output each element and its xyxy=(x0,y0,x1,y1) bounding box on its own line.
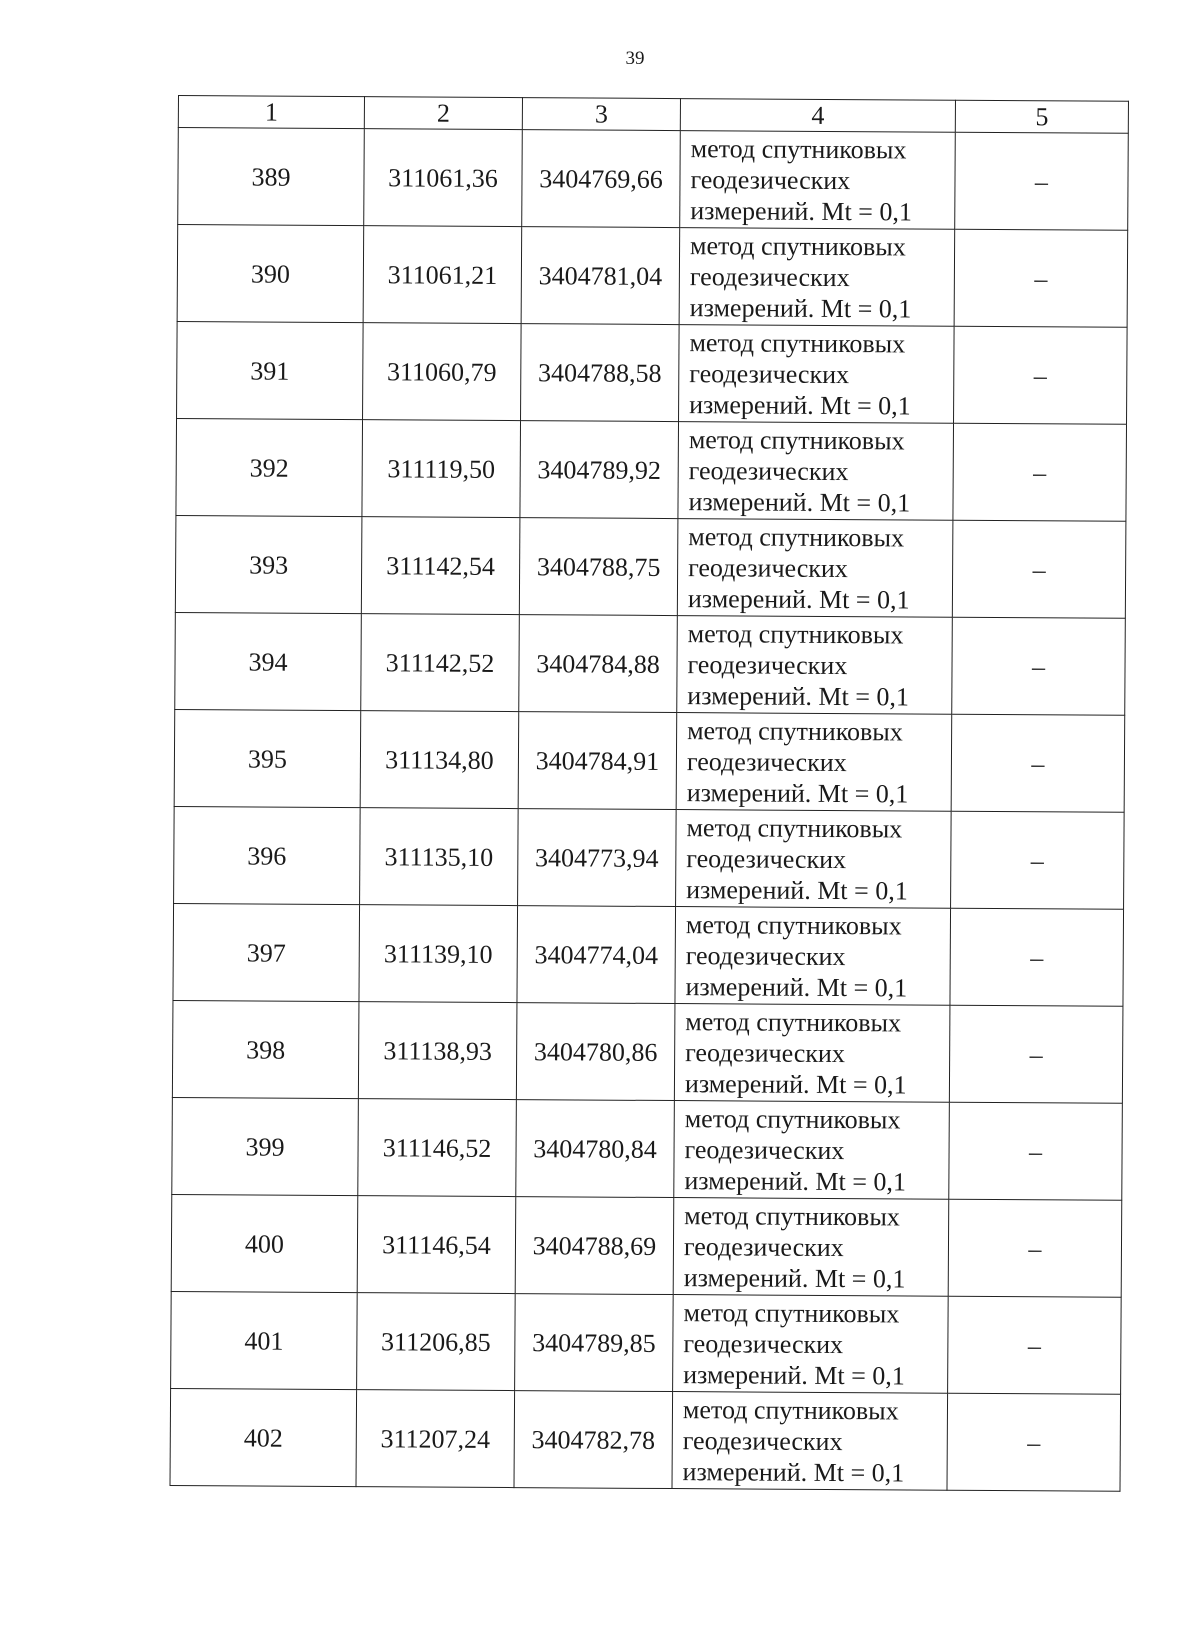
method-line: геодезических xyxy=(689,261,850,292)
point-number-cell: 394 xyxy=(175,612,362,710)
method-line: измерений. Mt = 0,1 xyxy=(687,680,910,711)
note-cell: – xyxy=(953,423,1127,521)
table-body xyxy=(170,128,1128,1492)
header-col-2: 2 xyxy=(364,97,522,130)
table-row xyxy=(171,1291,1122,1394)
point-number-cell: 398 xyxy=(172,1000,359,1098)
method-line: геодезических xyxy=(688,455,849,486)
method-line: геодезических xyxy=(685,940,846,971)
method-line: метод спутниковых xyxy=(690,133,907,164)
x-coordinate-cell: 311061,21 xyxy=(363,226,522,324)
method-line: измерений. Mt = 0,1 xyxy=(685,971,908,1002)
y-coordinate-cell: 3404774,04 xyxy=(517,906,676,1004)
point-number-cell: 393 xyxy=(175,515,362,613)
method-cell xyxy=(676,810,952,909)
method-line: метод спутниковых xyxy=(684,1200,900,1231)
method-line: измерений. Mt = 0,1 xyxy=(688,486,911,517)
method-cell xyxy=(675,907,951,1006)
point-number-cell: 389 xyxy=(178,128,365,226)
table-row xyxy=(171,1194,1122,1297)
table-row xyxy=(172,1097,1123,1200)
method-line: измерений. Mt = 0,1 xyxy=(684,1165,907,1196)
method-line: геодезических xyxy=(688,552,848,583)
method-line: метод спутниковых xyxy=(687,715,903,746)
y-coordinate-cell: 3404781,04 xyxy=(521,227,680,325)
point-number-cell: 397 xyxy=(173,903,360,1001)
x-coordinate-cell: 311134,80 xyxy=(360,711,519,809)
point-number-cell: 399 xyxy=(172,1097,359,1195)
y-coordinate-cell: 3404788,69 xyxy=(515,1197,674,1295)
note-cell: – xyxy=(949,1102,1123,1200)
y-coordinate-cell: 3404789,85 xyxy=(515,1294,674,1392)
x-coordinate-cell: 311206,85 xyxy=(357,1293,516,1391)
method-line: геодезических xyxy=(686,746,847,777)
y-coordinate-cell: 3404788,58 xyxy=(521,324,680,422)
point-number-cell: 392 xyxy=(176,418,363,516)
method-line: измерений. Mt = 0,1 xyxy=(683,1359,905,1390)
method-cell xyxy=(677,616,953,715)
method-line: метод спутниковых xyxy=(689,327,906,358)
method-line: геодезических xyxy=(682,1425,843,1456)
method-cell xyxy=(674,1101,950,1200)
note-cell: – xyxy=(950,908,1124,1006)
method-line: измерений. Mt = 0,1 xyxy=(689,389,911,420)
note-cell: – xyxy=(949,1005,1123,1103)
y-coordinate-cell: 3404769,66 xyxy=(522,130,681,228)
point-number-cell: 390 xyxy=(177,225,364,323)
method-line: геодезических xyxy=(684,1134,845,1165)
method-line: метод спутниковых xyxy=(682,1394,899,1425)
method-line: геодезических xyxy=(690,164,851,195)
table-row xyxy=(173,903,1124,1006)
x-coordinate-cell: 311142,52 xyxy=(361,614,520,712)
point-number-cell: 402 xyxy=(170,1388,357,1486)
note-cell: – xyxy=(955,132,1129,230)
point-number-cell: 400 xyxy=(171,1194,358,1292)
x-coordinate-cell: 311119,50 xyxy=(362,420,521,518)
point-number-cell: 395 xyxy=(174,709,361,807)
header-col-1: 1 xyxy=(178,96,364,129)
point-number-cell: 401 xyxy=(171,1291,358,1389)
x-coordinate-cell: 311146,54 xyxy=(357,1196,516,1294)
method-line: метод спутниковых xyxy=(686,812,903,843)
x-coordinate-cell: 311142,54 xyxy=(361,517,520,615)
x-coordinate-cell: 311135,10 xyxy=(360,808,519,906)
method-line: геодезических xyxy=(683,1328,844,1359)
method-line: измерений. Mt = 0,1 xyxy=(684,1068,907,1099)
method-line: измерений. Mt = 0,1 xyxy=(690,195,913,226)
table-row xyxy=(174,709,1125,812)
y-coordinate-cell: 3404788,75 xyxy=(519,518,678,616)
method-line: геодезических xyxy=(686,843,847,874)
table-row xyxy=(170,1388,1121,1491)
method-cell xyxy=(679,325,955,424)
method-cell xyxy=(672,1392,948,1491)
note-cell: – xyxy=(954,229,1128,327)
method-line: измерений. Mt = 0,1 xyxy=(687,583,910,614)
method-line: геодезических xyxy=(685,1037,845,1068)
y-coordinate-cell: 3404773,94 xyxy=(518,809,677,907)
method-cell xyxy=(676,713,952,812)
note-cell: – xyxy=(951,811,1125,909)
x-coordinate-cell: 311060,79 xyxy=(363,323,522,421)
coordinates-table xyxy=(170,95,1129,1492)
header-col-3: 3 xyxy=(522,98,680,131)
method-line: метод спутниковых xyxy=(684,1103,901,1134)
note-cell: – xyxy=(952,617,1126,715)
method-cell xyxy=(673,1295,949,1394)
method-cell xyxy=(674,1004,950,1103)
point-number-cell: 396 xyxy=(174,806,361,904)
x-coordinate-cell: 311207,24 xyxy=(356,1390,515,1488)
method-line: метод спутниковых xyxy=(687,618,904,649)
x-coordinate-cell: 311139,10 xyxy=(359,905,518,1003)
method-line: метод спутниковых xyxy=(683,1297,900,1328)
table-row xyxy=(177,321,1128,424)
method-line: метод спутниковых xyxy=(690,230,906,261)
method-line: измерений. Mt = 0,1 xyxy=(686,777,909,808)
note-cell: – xyxy=(948,1296,1122,1394)
method-line: метод спутниковых xyxy=(688,424,905,455)
table-row xyxy=(178,128,1129,231)
table-row xyxy=(177,225,1128,328)
page-number: 39 xyxy=(625,48,645,69)
method-line: геодезических xyxy=(683,1231,844,1262)
x-coordinate-cell: 311138,93 xyxy=(358,1002,517,1100)
header-col-4: 4 xyxy=(680,99,955,133)
method-line: измерений. Mt = 0,1 xyxy=(686,874,908,905)
x-coordinate-cell: 311146,52 xyxy=(358,1099,517,1197)
table-row xyxy=(174,806,1125,909)
method-line: измерений. Mt = 0,1 xyxy=(682,1456,905,1487)
table-row xyxy=(176,418,1127,521)
x-coordinate-cell: 311061,36 xyxy=(364,129,523,227)
method-line: метод спутниковых xyxy=(688,521,905,552)
method-line: метод спутниковых xyxy=(685,909,902,940)
note-cell: – xyxy=(954,326,1128,424)
note-cell: – xyxy=(947,1393,1121,1491)
method-line: измерений. Mt = 0,1 xyxy=(689,292,912,323)
method-line: метод спутниковых xyxy=(685,1006,902,1037)
y-coordinate-cell: 3404784,91 xyxy=(518,712,677,810)
method-line: геодезических xyxy=(687,649,848,680)
note-cell: – xyxy=(951,714,1125,812)
table-row xyxy=(172,1000,1123,1103)
note-cell: – xyxy=(952,520,1126,618)
header-col-5: 5 xyxy=(955,100,1128,133)
y-coordinate-cell: 3404782,78 xyxy=(514,1391,673,1489)
method-line: геодезических xyxy=(689,358,850,389)
y-coordinate-cell: 3404784,88 xyxy=(519,615,678,713)
method-cell xyxy=(677,519,953,618)
method-cell xyxy=(673,1198,949,1297)
method-cell xyxy=(679,228,955,327)
y-coordinate-cell: 3404780,86 xyxy=(516,1003,675,1101)
note-cell: – xyxy=(948,1199,1122,1297)
method-cell xyxy=(680,131,956,230)
table-row xyxy=(175,612,1126,715)
y-coordinate-cell: 3404789,92 xyxy=(520,421,679,519)
point-number-cell: 391 xyxy=(177,321,364,419)
method-line: измерений. Mt = 0,1 xyxy=(683,1262,906,1293)
table-row xyxy=(175,515,1126,618)
y-coordinate-cell: 3404780,84 xyxy=(516,1100,675,1198)
method-cell xyxy=(678,422,954,521)
